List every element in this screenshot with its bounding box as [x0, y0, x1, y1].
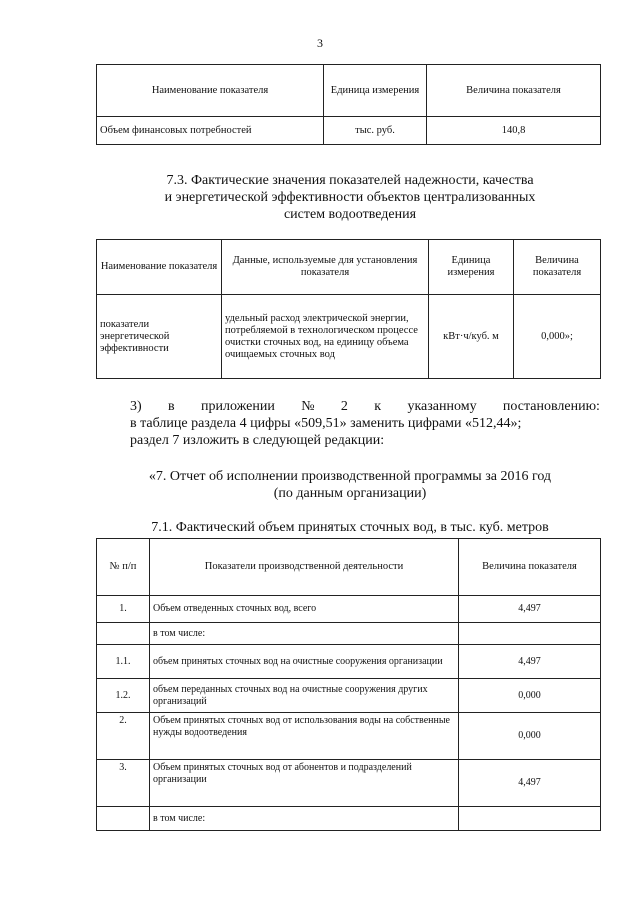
section-7-line1: «7. Отчет об исполнении производственной программы за 2016 год	[148, 469, 552, 484]
table2-header-unit: Единица измерения	[429, 240, 514, 295]
table1-header-value: Величина показателя	[427, 65, 601, 117]
p3-word: постановлению:	[502, 399, 600, 414]
row-label: Объем принятых сточных вод от абонентов и подразделений организации	[150, 760, 459, 807]
row-num: 2.	[97, 713, 150, 760]
row-label: в том числе:	[150, 623, 459, 645]
section-7-3-line3: систем водоотведения	[283, 207, 417, 222]
row-label: Объем отведенных сточных вод, всего	[150, 596, 459, 623]
row-label: Объем принятых сточных вод от использования воды на собственные нужды водоотведения	[150, 713, 459, 760]
table3-header-num: № п/п	[97, 539, 150, 596]
section-7-line2: (по данным организации)	[273, 486, 427, 501]
section-7-1-heading: 7.1. Фактический объем принятых сточных вод, в тыс. куб. метров	[151, 520, 549, 535]
p3-word: в	[168, 399, 175, 414]
table1-header-unit: Единица измерения	[324, 65, 427, 117]
paragraph-3-line2: в таблице раздела 4 цифры «509,51» заменить цифрами «512,44»;	[130, 416, 522, 431]
row-value: 4,497	[459, 596, 601, 623]
table1-header-name: Наименование показателя	[97, 65, 324, 117]
table3-header-indicator: Показатели производственной деятельности	[150, 539, 459, 596]
row-num: 1.2.	[97, 679, 150, 713]
row-num	[97, 623, 150, 645]
row-value	[459, 807, 601, 831]
row-num: 1.1.	[97, 645, 150, 679]
table-row	[97, 807, 601, 831]
financial-needs-table	[96, 64, 601, 145]
section-7-heading	[110, 468, 590, 502]
table2-header-value: Величина показателя	[514, 240, 601, 295]
table3-header-value: Величина показателя	[459, 539, 601, 596]
p3-word: №	[301, 399, 315, 414]
paragraph-3	[130, 398, 600, 449]
energy-efficiency-table	[96, 239, 601, 379]
section-7-3-heading	[100, 172, 600, 223]
table2-cell-unit: кВт·ч/куб. м	[429, 295, 514, 379]
paragraph-3-line1	[130, 398, 600, 415]
row-value: 4,497	[459, 760, 601, 807]
row-num: 1.	[97, 596, 150, 623]
p3-word: 2	[340, 399, 348, 414]
section-7-3-line1: 7.3. Фактические значения показателей надежности, качества	[166, 173, 534, 188]
row-label: объем переданных сточных вод на очистные сооружения других организаций	[150, 679, 459, 713]
row-label: в том числе:	[150, 807, 459, 831]
table-row	[97, 679, 601, 713]
row-num: 3.	[97, 760, 150, 807]
row-label: объем принятых сточных вод на очистные сооружения организации	[150, 645, 459, 679]
page-number: 3	[317, 36, 323, 50]
table2-header-name: Наименование показателя	[97, 240, 222, 295]
table-row	[97, 623, 601, 645]
table-row	[97, 760, 601, 807]
p3-word: приложении	[201, 399, 275, 414]
section-7-3-line2: и энергетической эффективности объектов централизованных	[164, 190, 536, 205]
row-num	[97, 807, 150, 831]
table2-cell-value: 0,000»;	[514, 295, 601, 379]
table2-header-data: Данные, используемые для установления показателя	[222, 240, 429, 295]
row-value	[459, 623, 601, 645]
table2-cell-data: удельный расход электрической энергии, потребляемой в технологическом процессе очистки сточных вод, на единицу объема очищаемых сточных вод	[222, 295, 429, 379]
row-value: 4,497	[459, 645, 601, 679]
table1-cell-value: 140,8	[427, 117, 601, 145]
p3-word: указанному	[407, 399, 477, 414]
p3-word: 3)	[130, 399, 142, 414]
paragraph-3-line3: раздел 7 изложить в следующей редакции:	[130, 433, 385, 448]
row-value: 0,000	[459, 679, 601, 713]
wastewater-volume-table	[96, 538, 601, 831]
table-row	[97, 645, 601, 679]
table-row	[97, 596, 601, 623]
p3-word: к	[374, 399, 382, 414]
table2-cell-name: показатели энергетической эффективности	[97, 295, 222, 379]
table-row	[97, 713, 601, 760]
table1-cell-name: Объем финансовых потребностей	[97, 117, 324, 145]
table1-cell-unit: тыс. руб.	[324, 117, 427, 145]
row-value: 0,000	[459, 713, 601, 760]
